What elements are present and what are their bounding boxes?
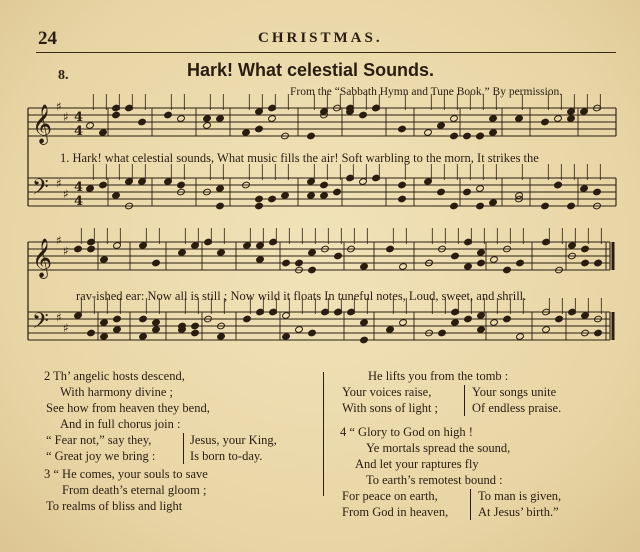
column-divider: [323, 372, 324, 496]
notehead: [87, 329, 96, 337]
verse-line: With harmony divine ;: [60, 385, 174, 399]
notehead: [333, 188, 342, 196]
treble-clef-icon: 𝄞: [32, 238, 53, 278]
notehead: [295, 259, 304, 267]
notehead: [100, 319, 109, 327]
notehead: [308, 249, 317, 257]
verse-brace: [464, 385, 465, 416]
notehead: [450, 202, 459, 210]
notehead: [139, 333, 148, 341]
notehead: [177, 181, 186, 189]
notehead: [178, 249, 187, 257]
verse-line: Your voices raise,: [342, 385, 432, 399]
notehead: [216, 185, 225, 193]
notehead: [464, 263, 473, 271]
notehead: [477, 326, 486, 334]
notehead: [334, 252, 343, 260]
sharp-icon: ♯: [56, 233, 62, 248]
verse-line: “ Great joy we bring :: [46, 449, 156, 463]
notehead: [191, 322, 200, 330]
notehead: [281, 192, 290, 200]
verse-line: Is born to-day.: [190, 449, 263, 463]
notehead: [320, 192, 329, 200]
verse-brace: [183, 433, 184, 464]
notehead: [99, 181, 108, 189]
notehead: [490, 256, 499, 264]
notehead: [203, 115, 212, 123]
lyric-line-1: 1. Hark! what celestial sounds, What music fills the air! Soft warbling to the morn, It strikes the: [60, 151, 539, 165]
verse-brace: [470, 489, 471, 520]
notehead: [555, 315, 564, 323]
verse-line: With sons of light ;: [342, 401, 439, 415]
notehead: [216, 202, 225, 210]
verse-line: For peace on earth,: [342, 489, 438, 503]
notehead: [515, 115, 524, 123]
bass-clef-icon: 𝄢: [32, 309, 49, 339]
notehead: [359, 111, 368, 119]
notehead: [177, 115, 186, 123]
notehead: [398, 181, 407, 189]
lyric-line-2: rav-ished ear: Now all is still ; Now wild it floats In tuneful notes, Loud, sweet, and shrill.: [76, 289, 527, 303]
notehead: [438, 329, 447, 337]
notehead: [295, 326, 304, 334]
verse-line: See how from heaven they bend,: [46, 401, 210, 415]
verse-line: Of endless praise.: [472, 401, 562, 415]
notehead: [138, 118, 147, 126]
notehead: [489, 115, 498, 123]
sharp-icon: ♯: [63, 321, 69, 335]
sharp-icon: ♯: [56, 99, 62, 114]
notehead: [450, 115, 459, 123]
notehead: [203, 122, 212, 130]
notehead: [554, 115, 563, 123]
notehead: [100, 333, 109, 341]
notehead: [437, 122, 446, 130]
sharp-icon: ♯: [63, 110, 69, 124]
notehead: [308, 329, 317, 337]
notehead: [112, 192, 121, 200]
verse-line: To earth’s remotest bound :: [366, 473, 503, 487]
notehead: [282, 333, 291, 341]
notehead: [450, 132, 459, 140]
notehead: [541, 118, 550, 126]
notehead: [255, 195, 264, 203]
notehead: [463, 188, 472, 196]
notehead: [464, 315, 473, 323]
time-signature: 4: [74, 124, 84, 139]
notehead: [489, 199, 498, 207]
notehead: [217, 333, 226, 341]
notehead: [113, 315, 122, 323]
verse-line: To realms of bliss and light: [46, 499, 183, 513]
notehead: [451, 319, 460, 327]
verse-line: From death’s eternal gloom ;: [62, 483, 207, 497]
notehead: [398, 125, 407, 133]
notehead: [463, 132, 472, 140]
notehead: [541, 202, 550, 210]
notehead: [307, 132, 316, 140]
verse-line: From God in heaven,: [342, 505, 449, 519]
notehead: [594, 259, 603, 267]
verse-line: Jesus, your King,: [190, 433, 277, 447]
notehead: [360, 319, 369, 327]
notehead: [503, 315, 512, 323]
notehead: [216, 115, 225, 123]
notehead: [360, 263, 369, 271]
notehead: [320, 181, 329, 189]
notehead: [242, 129, 251, 137]
notehead: [476, 202, 485, 210]
notehead: [255, 202, 264, 210]
notehead: [87, 245, 96, 253]
notehead: [437, 188, 446, 196]
verse-line: He lifts you from the tomb :: [368, 369, 509, 383]
verse-line: Your songs unite: [472, 385, 557, 399]
verse-line: Ye mortals spread the sound,: [366, 441, 511, 455]
verse-line: 3 “ He comes, your souls to save: [44, 467, 208, 481]
notehead: [398, 195, 407, 203]
notehead: [386, 326, 395, 334]
notehead: [217, 249, 226, 257]
notehead: [490, 319, 499, 327]
notehead: [360, 336, 369, 344]
notehead: [476, 185, 485, 193]
notehead: [112, 111, 121, 119]
verse-line: At Jesus’ birth.”: [478, 505, 559, 519]
notehead: [139, 315, 148, 323]
notehead: [164, 111, 173, 119]
notehead: [100, 256, 109, 264]
notehead: [581, 245, 590, 253]
treble-clef-icon: 𝄞: [32, 104, 53, 144]
notehead: [99, 129, 108, 137]
notehead: [386, 245, 395, 253]
notehead: [567, 115, 576, 123]
bass-clef-icon: 𝄢: [32, 175, 49, 205]
notehead: [581, 259, 590, 267]
notehead: [542, 326, 551, 334]
verse-line: 2 Th’ angelic hosts descend,: [44, 369, 185, 383]
notehead: [86, 122, 95, 130]
notehead: [594, 329, 603, 337]
notehead: [86, 185, 95, 193]
sharp-icon: ♯: [63, 244, 69, 258]
sharp-icon: ♯: [63, 187, 69, 201]
notehead: [477, 249, 486, 257]
notehead: [580, 185, 589, 193]
verse-line: 4 “ Glory to God on high !: [340, 425, 473, 439]
notehead: [152, 326, 161, 334]
notehead: [399, 263, 408, 271]
section-title: CHRISTMAS.: [258, 30, 383, 46]
notehead: [74, 245, 83, 253]
notehead: [477, 259, 486, 267]
verse-line: And let your raptures fly: [355, 457, 479, 471]
notehead: [152, 319, 161, 327]
sharp-icon: ♯: [56, 176, 62, 191]
verse-line: To man is given,: [478, 489, 562, 503]
verse-line: And in full chorus join :: [60, 417, 181, 431]
notehead: [268, 115, 277, 123]
hymn-number: 8.: [58, 68, 69, 83]
notehead: [476, 132, 485, 140]
notehead: [268, 195, 277, 203]
notehead: [399, 319, 408, 327]
notehead: [191, 329, 200, 337]
notehead: [567, 202, 576, 210]
time-signature: 4: [74, 180, 84, 195]
notehead: [516, 259, 525, 267]
notehead: [516, 333, 525, 341]
hymn-source-credit: From the “Sabbath Hymn and Tune Book.” By permission.: [290, 86, 563, 98]
notehead: [451, 252, 460, 260]
notehead: [243, 315, 252, 323]
notehead: [282, 259, 291, 267]
hymn-title: Hark! What celestial Sounds.: [187, 60, 435, 80]
notehead: [113, 326, 122, 334]
notehead: [554, 181, 563, 189]
notehead: [307, 192, 316, 200]
time-signature: 4: [74, 194, 84, 209]
notehead: [503, 266, 512, 274]
time-signature: 4: [74, 110, 84, 125]
notehead: [256, 256, 265, 264]
notehead: [424, 129, 433, 137]
notehead: [308, 266, 317, 274]
sharp-icon: ♯: [56, 310, 62, 325]
notehead: [152, 259, 161, 267]
notehead: [489, 129, 498, 137]
verse-line: “ Fear not,” say they,: [46, 433, 152, 447]
notehead: [593, 188, 602, 196]
page-number: 24: [38, 28, 57, 49]
notehead: [255, 125, 264, 133]
